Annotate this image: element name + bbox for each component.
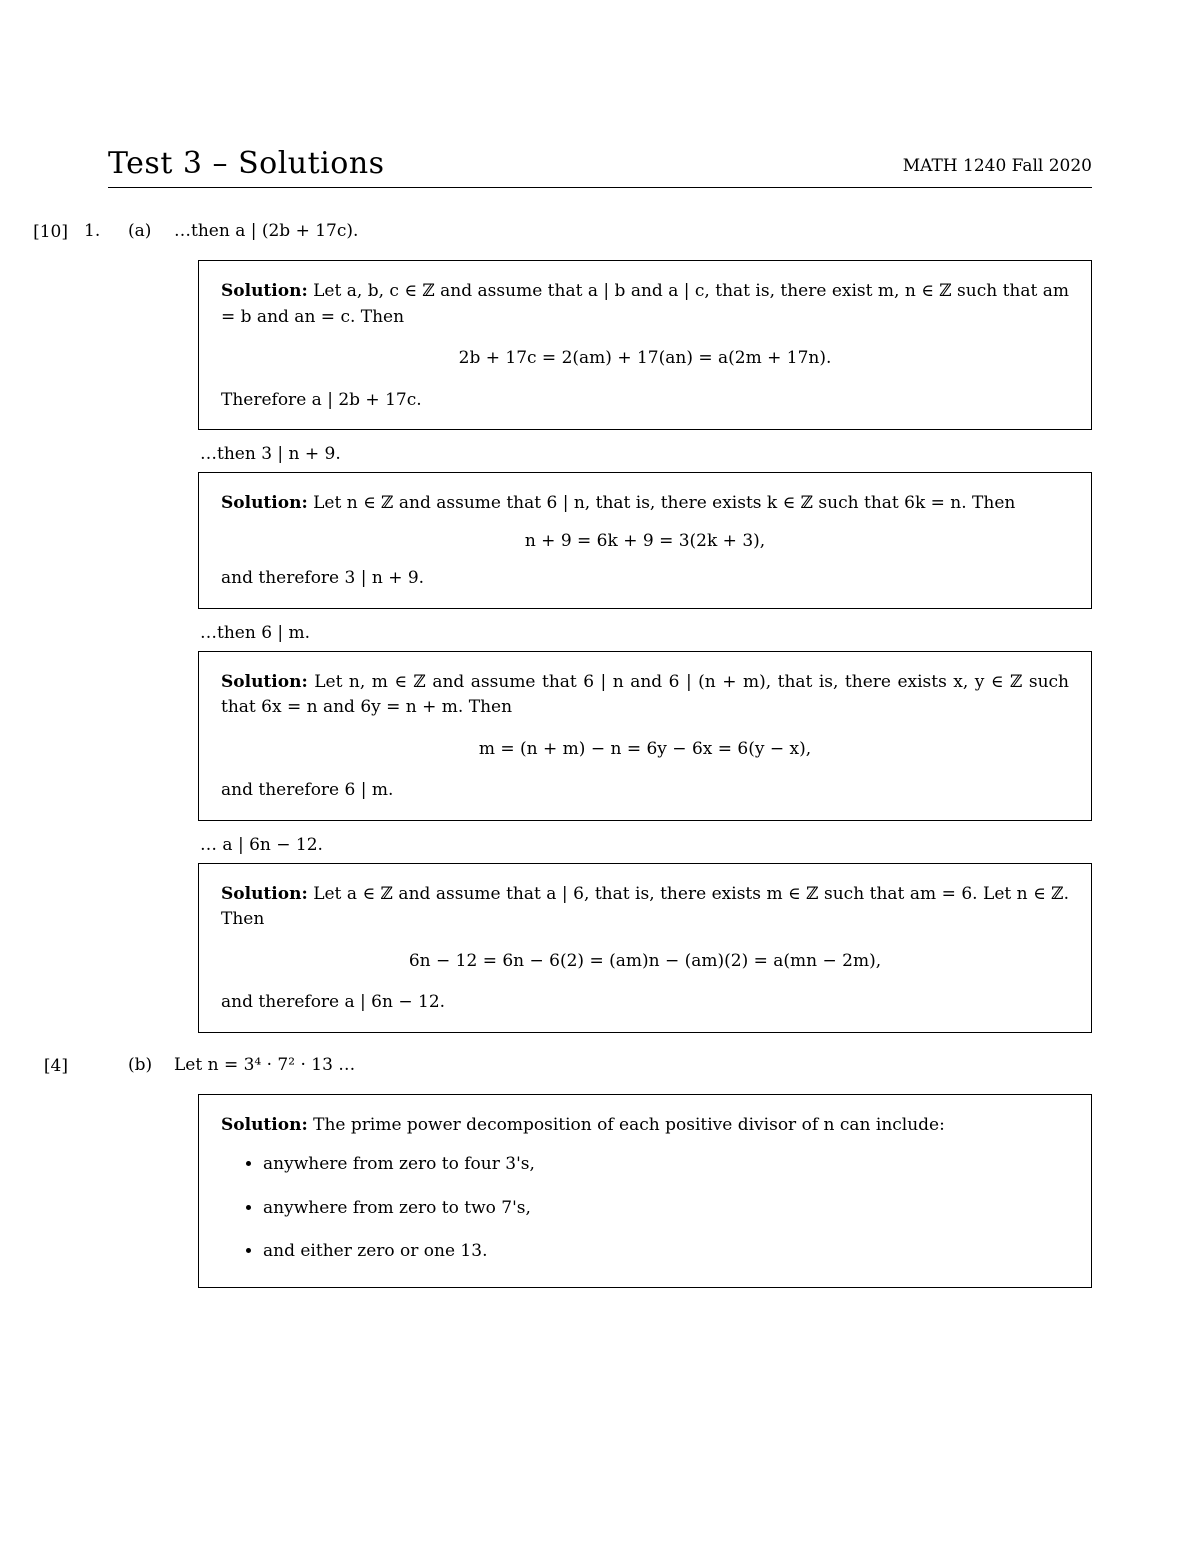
question-1a-prompt-4: … a | 6n − 12. bbox=[200, 834, 323, 855]
question-1a-header bbox=[0, 221, 1200, 242]
solution-label: Solution: bbox=[221, 281, 308, 301]
solution-box-1a-iii bbox=[198, 651, 1092, 821]
solution-box-1a-ii bbox=[198, 472, 1092, 609]
solution-equation: 6n − 12 = 6n − 6(2) = (am)n − (am)(2) = a(mn − 2m), bbox=[408, 950, 882, 971]
solution-text: Let a, b, c ∈ ℤ and assume that a | b and a | c, that is, there exist m, n ∈ ℤ such that am = b and an = c. Then bbox=[221, 281, 1069, 327]
solution-conclusion: and therefore a | 6n − 12. bbox=[221, 992, 446, 1012]
question-number-1: 1. bbox=[84, 221, 101, 241]
question-1a-prompt-2: …then 3 | n + 9. bbox=[200, 444, 341, 464]
solution-conclusion: and therefore 6 | m. bbox=[221, 780, 394, 800]
exam-content bbox=[0, 215, 1200, 1288]
part-label-b: (b) bbox=[128, 1054, 153, 1075]
marks-1b: [4] bbox=[43, 1055, 68, 1076]
list-item: • and either zero or one 13. bbox=[263, 1239, 1069, 1265]
solution-bullet-list bbox=[221, 1152, 1069, 1265]
question-1a-prompt-3: …then 6 | m. bbox=[200, 622, 311, 643]
solution-label: Solution: bbox=[221, 883, 308, 904]
solution-paragraph bbox=[221, 1113, 1069, 1139]
solution-text: Let a ∈ ℤ and assume that a | 6, that is, there exists m ∈ ℤ such that am = 6. Let n ∈ ℤ. Then bbox=[221, 883, 1069, 929]
solution-box-1a-i bbox=[198, 260, 1092, 430]
solution-conclusion: Therefore a | 2b + 17c. bbox=[221, 389, 422, 410]
course-label: MATH 1240 Fall 2020 bbox=[902, 156, 1092, 176]
question-1b-header bbox=[0, 1055, 1200, 1076]
solution-text: Let n ∈ ℤ and assume that 6 | n, that is, there exists k ∈ ℤ such that 6k = n. Then bbox=[313, 493, 1016, 513]
solution-text: The prime power decomposition of each positive divisor of n can include: bbox=[313, 1114, 945, 1135]
solution-paragraph bbox=[221, 882, 1069, 933]
list-item: • anywhere from zero to two 7's, bbox=[263, 1196, 1069, 1222]
page-header bbox=[108, 146, 1092, 188]
solution-equation: n + 9 = 6k + 9 = 3(2k + 3), bbox=[524, 530, 766, 551]
solution-equation: 2b + 17c = 2(am) + 17(an) = a(2m + 17n). bbox=[458, 348, 832, 368]
question-1a-prompt: …then a | (2b + 17c). bbox=[174, 221, 359, 241]
marks-1a: [10] bbox=[33, 222, 68, 242]
solution-paragraph bbox=[221, 670, 1069, 721]
solution-text: Let n, m ∈ ℤ and assume that 6 | n and 6 | (n + m), that is, there exists x, y ∈ ℤ such that 6x = n and 6y = n + m. Then bbox=[221, 671, 1070, 717]
solution-box-1a-iv bbox=[198, 863, 1092, 1033]
solution-paragraph bbox=[221, 279, 1069, 330]
solution-label: Solution: bbox=[221, 671, 308, 692]
solution-conclusion: and therefore 3 | n + 9. bbox=[221, 568, 425, 588]
question-1b-prompt: Let n = 3⁴ · 7² · 13 … bbox=[174, 1054, 356, 1075]
solution-label: Solution: bbox=[221, 493, 308, 513]
solution-paragraph bbox=[221, 491, 1069, 517]
page-title: Test 3 – Solutions bbox=[108, 146, 385, 181]
solution-box-1b bbox=[198, 1094, 1092, 1288]
part-label-a: (a) bbox=[128, 221, 152, 241]
list-item: • anywhere from zero to four 3's, bbox=[263, 1152, 1069, 1178]
solution-equation: m = (n + m) − n = 6y − 6x = 6(y − x), bbox=[478, 738, 812, 759]
solution-label: Solution: bbox=[221, 1114, 308, 1135]
